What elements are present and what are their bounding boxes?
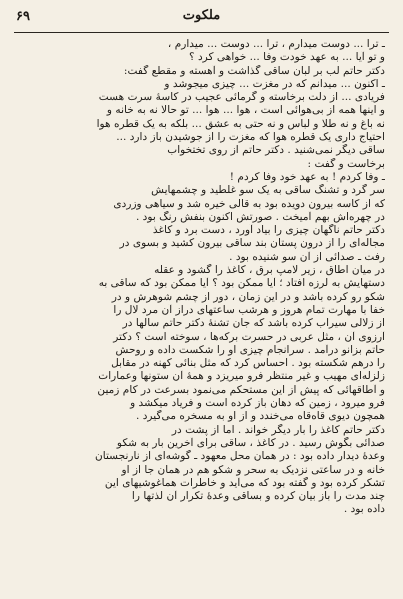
page-number: ۶۹ — [16, 9, 30, 24]
page-header — [0, 6, 403, 28]
text-line: دکتر حاتم لب بر لبان ساقی گذاشت و آهسته و مقطع گفت: — [123, 64, 385, 77]
text-line: ـ اکنون ... میدانم که در مغزت ... چیزی میجوشد و — [164, 77, 385, 90]
text-line: زلزله‌ای مهیب و غیر منتظر فرو میریزد و همهٔ آن ستونها وعمارات — [98, 370, 385, 383]
text-line: ـ وفا کردم ! به عهد خود وفا کردم ! — [229, 170, 385, 183]
text-line: داده بود . — [343, 503, 385, 516]
text-line: وعدهٔ دیدار داده بود : در همان محل معهود ـ گوشه‌ای از نارنجستان — [94, 450, 385, 463]
text-line: چند مدت را باز بیان کرده و بساقی وعدهٔ تکرار آن لذتها را — [131, 490, 385, 503]
running-title: ملکوت — [182, 8, 221, 23]
text-line: دستهایش به لرزه افتاد ؛ آیا ممکن بود ؟ آیا ممکن بود که ساقی به — [98, 277, 385, 290]
text-line: که از کاسه بیرون دویده بود به قالی خیره شد و سیاهی وزردی — [113, 197, 385, 210]
text-line: مجاله‌ای را از درون پستان بند ساقی بیرون کشید و بسوی در — [119, 237, 385, 250]
header-rule — [14, 32, 389, 33]
text-line: فرو میرود ، زمین که دهان باز کرده است و فریاد میکشد و — [130, 397, 385, 410]
text-line: تشکر کرده بود و گفته بود که می‌آید و خاطرات هماغوشیهای این — [104, 476, 385, 489]
text-line: احتیاج داری یک قطره هوا که مغزت را از جوشیدن باز دارد ... — [116, 131, 385, 144]
text-line: خانه و در ساعتی نزدیک به سحر و شکو هم در همان جا از او — [121, 463, 385, 476]
text-line: رفت ـ صدائی از آن سو شنیده بود . — [229, 250, 385, 263]
text-line: و تو آیا ... به عهد خودت وفا ... خواهی کرد ؟ — [188, 51, 385, 64]
text-line: ـ ترا ... دوست میدارم ، ترا ... دوست ... میدارم ، — [167, 38, 385, 50]
text-line: خفا با مهارت تمام هروز و هرشب ساعتهای دراز آن مرد لال را — [113, 303, 385, 316]
text-line: و اینها همه از بی‌هوائی است ، هوا ... هوا ... تو حالا نه به خانه و — [106, 104, 385, 117]
body-text — [14, 38, 385, 585]
text-line: صدائی بگوش رسید . در کاغذ ، ساقی برای آخرین بار به شکو — [116, 436, 385, 449]
text-line: در چهره‌اش بهم آمیخت . صورتش اکنون بنفش رنگ بود . — [135, 210, 385, 223]
text-line: نه باغ و نه طلا و لباس و نه حتی به عشق ... بلکه به یک قطره هوا — [96, 117, 385, 130]
text-line: سر گرد و تشنگ ساقی به یک سو غلطید و چشمهایش — [151, 184, 385, 197]
text-line: در میان اطاق ، زیر لامپ برق ، کاغذ را گشود و عقله — [154, 264, 385, 277]
text-line: آرزوی آن ، مثل عربی در حسرت برکه‌ها ، سوخته است ؟ دکتر — [113, 330, 385, 343]
text-line: ساقی دیگر نمی‌شنید . دکتر حاتم از روی تختخواب — [167, 144, 385, 157]
text-line: برخاست و گفت : — [307, 157, 385, 170]
text-line: همچون دیوی قاه‌قاه می‌خندد و از او به مسخره می‌گیرد . — [135, 410, 385, 423]
text-line: دکتر حاتم ناگهان چیزی را بیاد آورد ، دست برد و کاغذ — [152, 224, 385, 237]
text-line: شکو رو کرده باشد و در این زمان ، دور از چشم شوهرش و در — [111, 290, 385, 303]
text-line: حاتم بزانو درآمد . سرانجام چیزی او را شکست داده و روحش — [115, 343, 385, 356]
text-line: را درهم شکسته بود . احساس کرد که مثل بنائی کهنه در مقابل — [111, 357, 385, 370]
text-line: فریادی ... از دلت برخاسته و گرمائی عجیب در کاسهٔ سرت هست — [98, 91, 385, 104]
text-line: و آطاقهائی که پیش از این مستحکم می‌نمود بسرعت در کام زمین — [97, 383, 385, 396]
text-line: از زلالی سیراب کرده باشد که جان تشنهٔ دکتر حاتم سالها در — [122, 317, 385, 330]
text-line: دکتر حاتم کاغذ را بار دیگر خواند . اما از پشت در — [171, 423, 385, 436]
